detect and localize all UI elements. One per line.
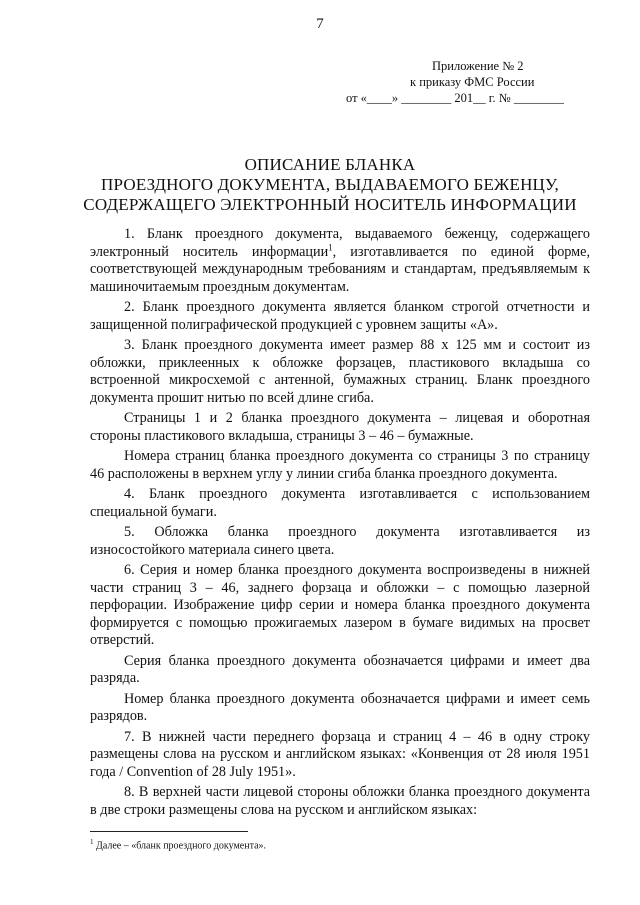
paragraph: 6. Серия и номер бланка проездного документа воспроизведены в нижней части страниц 3 – 46, заднего форзаца и обложки – с помощью лазерной перфорации. Изображение цифр серии и номера бланка проездного документа формируется с помощью прожигаемых лазером в бумаге видимых на просвет отверстий. (90, 562, 590, 648)
paragraph: Страницы 1 и 2 бланка проездного документа – лицевая и оборотная стороны пластикового вкладыша, страницы 3 – 46 – бумажные. (90, 410, 590, 444)
paragraph: 8. В верхней части лицевой стороны обложки бланка проездного документа в две строки размещены слова на русском и английском языках: (90, 784, 590, 818)
paragraph-text: , изготавливается по единой форме, соответствующей международным требованиям и стандартам, предъявляемым к машиночитаемым проездным документам. (90, 243, 590, 295)
footnote-text: Далее – «бланк проездного документа». (93, 840, 267, 852)
paragraph: 4. Бланк проездного документа изготавливается с использованием специальной бумаги. (90, 486, 590, 520)
paragraph: 3. Бланк проездного документа имеет размер 88 х 125 мм и состоит из обложки, приклеенных к обложке форзацев, пластикового вкладыша со встроенной микросхемой с антенной, бумажных страниц. Бланк проездного документа прошит нитью по всей длине сгиба. (90, 337, 590, 406)
paragraph: Номера страниц бланка проездного документа со страницы 3 по страницу 46 расположены в верхнем углу у линии сгиба бланка проездного документа. (90, 448, 590, 482)
document-body (90, 226, 590, 822)
title-line: ОПИСАНИЕ БЛАНКА (244, 155, 416, 174)
appendix-line: к приказу ФМС России (410, 75, 535, 89)
paragraph: Номер бланка проездного документа обозначается цифрами и имеет семь разрядов. (90, 690, 590, 724)
footnote-divider (90, 831, 248, 832)
appendix-line: Приложение № 2 (432, 59, 524, 73)
paragraph: 7. В нижней части переднего форзаца и страниц 4 – 46 в одну строку размещены слова на русском и английском языках: «Конвенция от 28 июля 1951 года / Convention of 28 July 1951». (90, 728, 590, 780)
page-number: 7 (316, 16, 324, 32)
appendix-header (346, 58, 596, 106)
paragraph: Серия бланка проездного документа обозначается цифрами и имеет два разряда. (90, 652, 590, 686)
title-line: СОДЕРЖАЩЕГО ЭЛЕКТРОННЫЙ НОСИТЕЛЬ ИНФОРМАЦИИ (83, 195, 577, 214)
footnote (90, 838, 266, 851)
footnote-reference: 1 (328, 241, 333, 252)
title-line: ПРОЕЗДНОГО ДОКУМЕНТА, ВЫДАВАЕМОГО БЕЖЕНЦУ, (101, 175, 559, 194)
paragraph (90, 226, 590, 296)
paragraph: 2. Бланк проездного документа является бланком строгой отчетности и защищенной полиграфической продукцией с уровнем защиты «А». (90, 299, 590, 333)
appendix-line: от «____» ________ 201__ г. № ________ (346, 91, 564, 105)
paragraph-text: 1. Бланк проездного документа, выдаваемого беженцу, содержащего электронный носитель информации (90, 226, 590, 260)
paragraph: 5. Обложка бланка проездного документа изготавливается из износостойкого материала синего цвета. (90, 524, 590, 558)
footnote-mark: 1 (90, 838, 94, 846)
document-title (60, 155, 600, 215)
